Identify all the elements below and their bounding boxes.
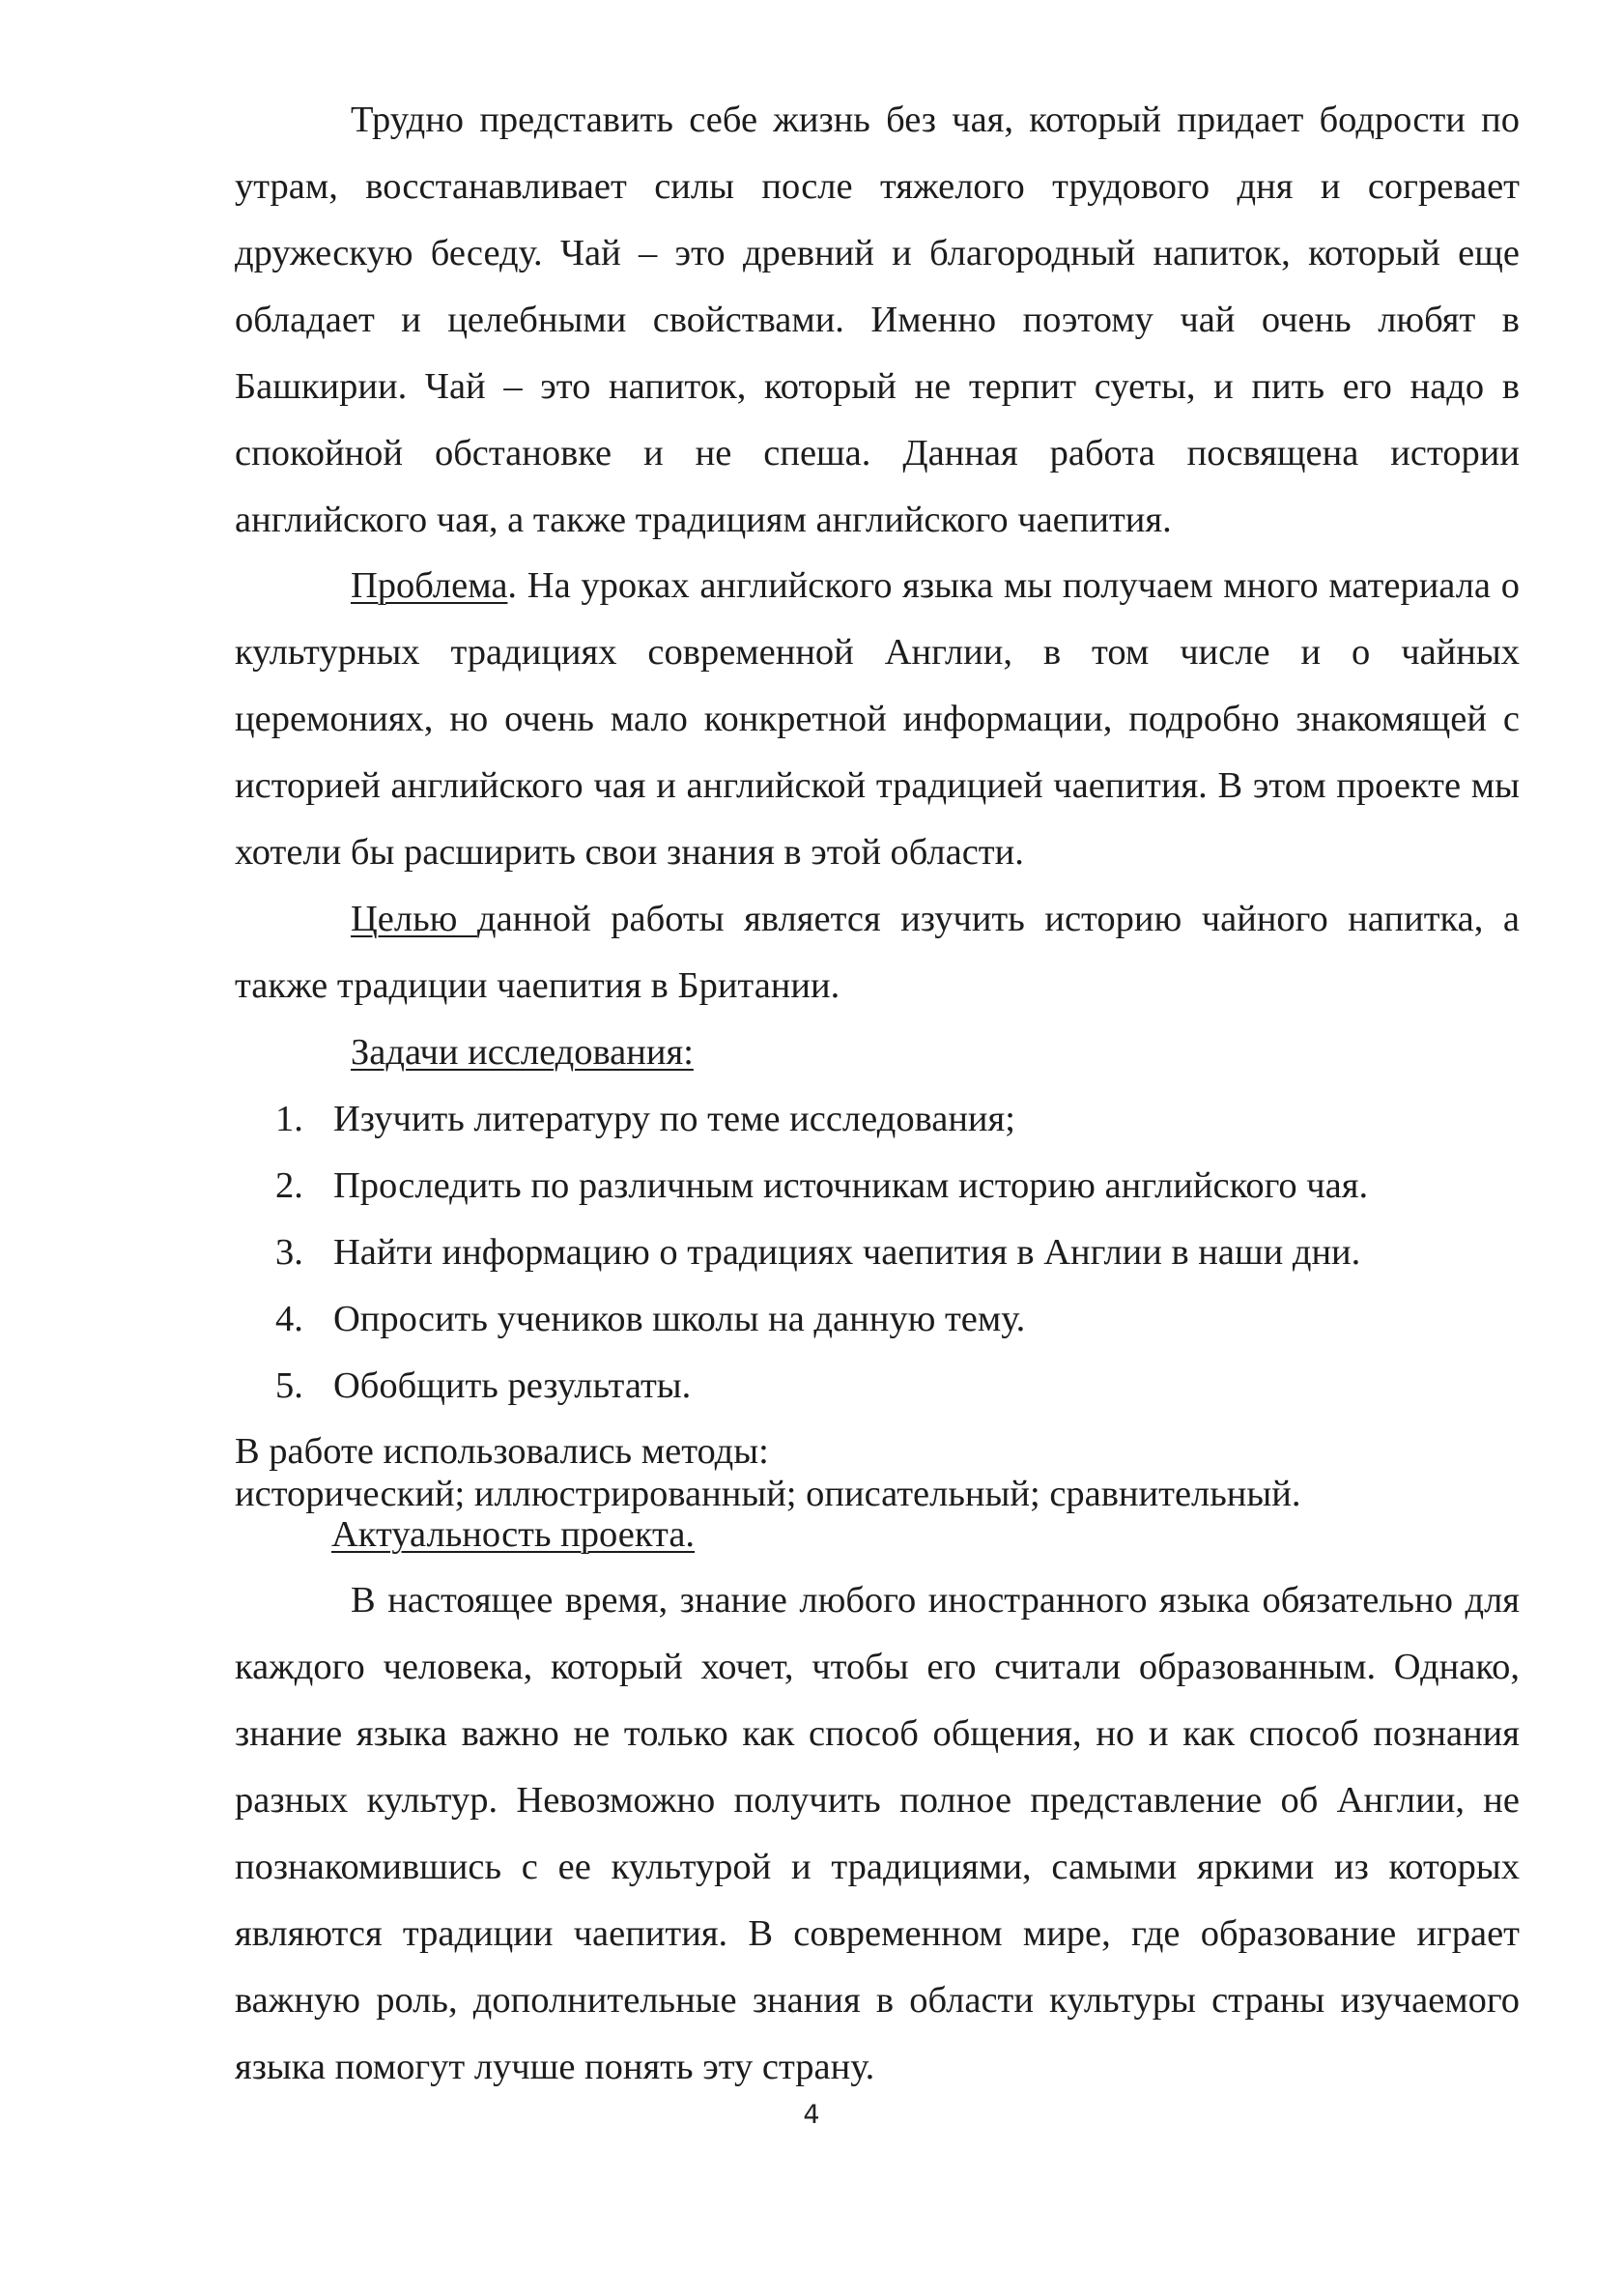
goal-label: Целью bbox=[351, 899, 477, 939]
list-item-text: Обобщить результаты. bbox=[333, 1365, 692, 1406]
problem-paragraph bbox=[235, 553, 1520, 886]
relevance-paragraph: В настоящее время, знание любого иностранного языка обязательно для каждого человека, который хочет, чтобы его считали образованным. Однако, знание языка важно не только как способ общения, но и как способ познания разных культур. Невозможно получить полное представление об Англии, не познакомившись с ее культурой и традициями, самыми яркими из которых являются традиции чаепития. В современном мире, где образование играет важную роль, дополнительные знания в области культуры страны изучаемого языка помогут лучше понять эту страну. bbox=[235, 1580, 1520, 2087]
list-item bbox=[275, 1220, 1368, 1286]
methods-block bbox=[235, 1430, 1520, 1515]
relevance-heading: Актуальность проекта. bbox=[331, 1514, 696, 1555]
tasks-list bbox=[275, 1086, 1368, 1420]
list-item-number: 5. bbox=[275, 1365, 303, 1406]
list-item bbox=[275, 1353, 1368, 1420]
list-item bbox=[275, 1286, 1368, 1353]
goal-text: данной работы является изучить историю чайного напитка, а также традиции чаепития в Британии. bbox=[235, 899, 1520, 1006]
problem-text: . На уроках английского языка мы получаем много материала о культурных традициях современной Англии, в том числе и о чайных церемониях, но очень мало конкретной информации, подробно знакомящей с историей английского чая и английской традицией чаепития. В этом проекте мы хотели бы расширить свои знания в этой области. bbox=[235, 565, 1520, 873]
list-item-text: Найти информацию о традициях чаепития в Англии в наши дни. bbox=[333, 1232, 1361, 1273]
list-item-text: Опросить учеников школы на данную тему. bbox=[333, 1299, 1026, 1339]
tasks-heading: Задачи исследования: bbox=[351, 1032, 694, 1073]
page-number: 4 bbox=[803, 2100, 820, 2130]
methods-list: исторический; иллюстрированный; описательный; сравнительный. bbox=[235, 1474, 1301, 1514]
list-item bbox=[275, 1153, 1368, 1220]
list-item-number: 3. bbox=[275, 1232, 303, 1273]
list-item-number: 2. bbox=[275, 1165, 303, 1206]
problem-label: Проблема bbox=[351, 565, 508, 606]
list-item-number: 4. bbox=[275, 1299, 303, 1339]
list-item-text: Изучить литературу по теме исследования; bbox=[333, 1099, 1015, 1139]
list-item-text: Проследить по различным источникам историю английского чая. bbox=[333, 1165, 1369, 1206]
methods-title: В работе использовались методы: bbox=[235, 1431, 769, 1472]
intro-paragraph: Трудно представить себе жизнь без чая, который придает бодрости по утрам, восстанавливает силы после тяжелого трудового дня и согревает дружескую беседу. Чай – это древний и благородный напиток, который еще обладает и целебными свойствами. Именно поэтому чай очень любят в Башкирии. Чай – это напиток, который не терпит суеты, и пить его надо в спокойной обстановке и не спеша. Данная работа посвящена истории английского чая, а также традициям английского чаепития. bbox=[235, 100, 1520, 540]
list-item bbox=[275, 1086, 1368, 1153]
list-item-number: 1. bbox=[275, 1099, 303, 1139]
goal-paragraph bbox=[235, 886, 1520, 1019]
